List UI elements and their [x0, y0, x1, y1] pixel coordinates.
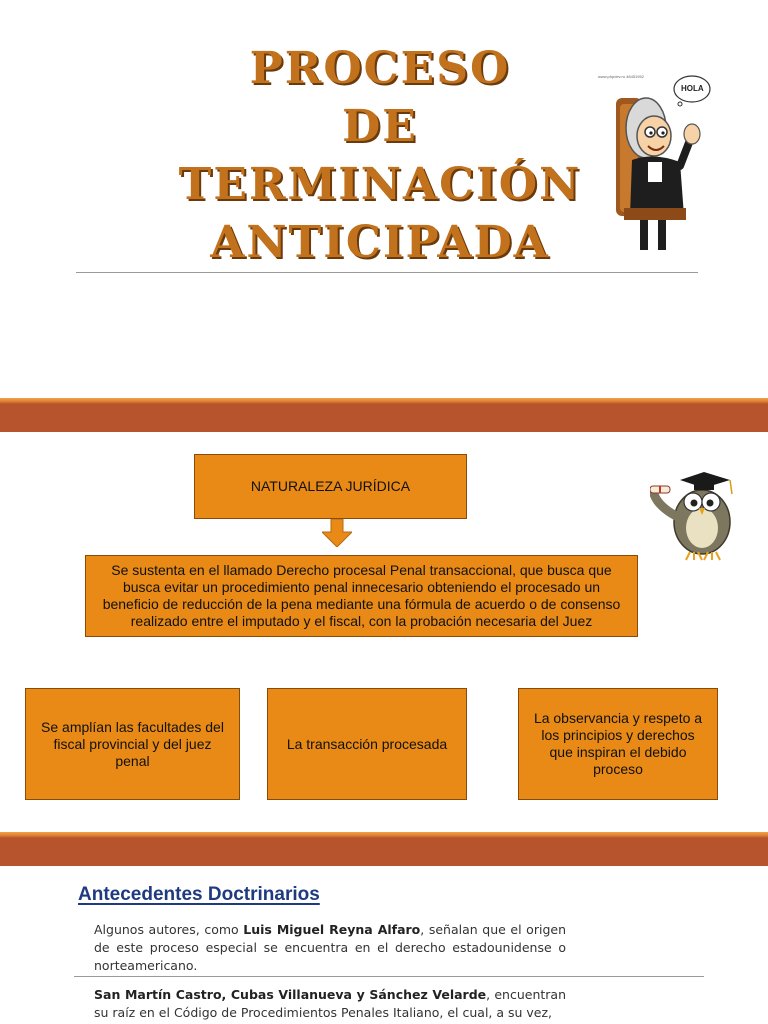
- slide-title: [120, 40, 640, 272]
- description-box: Se sustenta en el llamado Derecho procesal Penal transaccional, que busca que busca evitar un procedimiento penal innecesario obteniendo el procesado un beneficio de reducción de la pena mediante una fórmula de acuerdo o de consenso realizado entre el imputado y el fiscal, con la probación necesaria del Juez: [85, 555, 638, 637]
- graduate-owl-icon: [650, 462, 742, 564]
- paragraph-1-author: Luis Miguel Reyna Alfaro: [243, 922, 421, 937]
- principios-box: La observancia y respeto a los principios y derechos que inspiran el debido proceso: [518, 688, 718, 800]
- title-line-1: PROCESO: [249, 43, 511, 94]
- judge-caption: www.phpdev.ru 48451952: [598, 74, 644, 79]
- paragraph-2: [94, 986, 566, 1022]
- divider-band-bottom: [0, 832, 768, 866]
- paragraph-1-pre: Algunos autores, como: [94, 922, 244, 937]
- section-heading: Antecedentes Doctrinarios: [78, 884, 320, 905]
- paragraph-1: [94, 921, 566, 975]
- paragraph-2-authors: San Martín Castro, Cubas Villanueva y Sánchez Velarde: [94, 987, 487, 1002]
- title-line-3: TERMINACIÓN: [178, 159, 582, 210]
- transaccion-box: La transacción procesada: [267, 688, 467, 800]
- naturaleza-juridica-box: NATURALEZA JURÍDICA: [194, 454, 467, 519]
- speech-text: HOLA: [681, 84, 704, 93]
- title-line-4: ANTICIPADA: [210, 217, 550, 268]
- paragraph-divider: [74, 976, 704, 977]
- title-line-2: DE: [342, 101, 418, 152]
- paragraph-1-post: , señalan que el origen de este proceso especial se encuentra en el derecho estadounidense o norteamericano.: [94, 922, 566, 973]
- facultades-box: Se amplían las facultades del fiscal provincial y del juez penal: [25, 688, 240, 800]
- title-divider: [76, 272, 698, 273]
- paragraph-2-post: , encuentran su raíz en el Código de Procedimientos Penales Italiano, el cual, a su vez,: [94, 987, 566, 1020]
- divider-band-top: [0, 398, 768, 432]
- arrow-down-icon: [322, 519, 352, 547]
- speech-bubble: [672, 74, 712, 108]
